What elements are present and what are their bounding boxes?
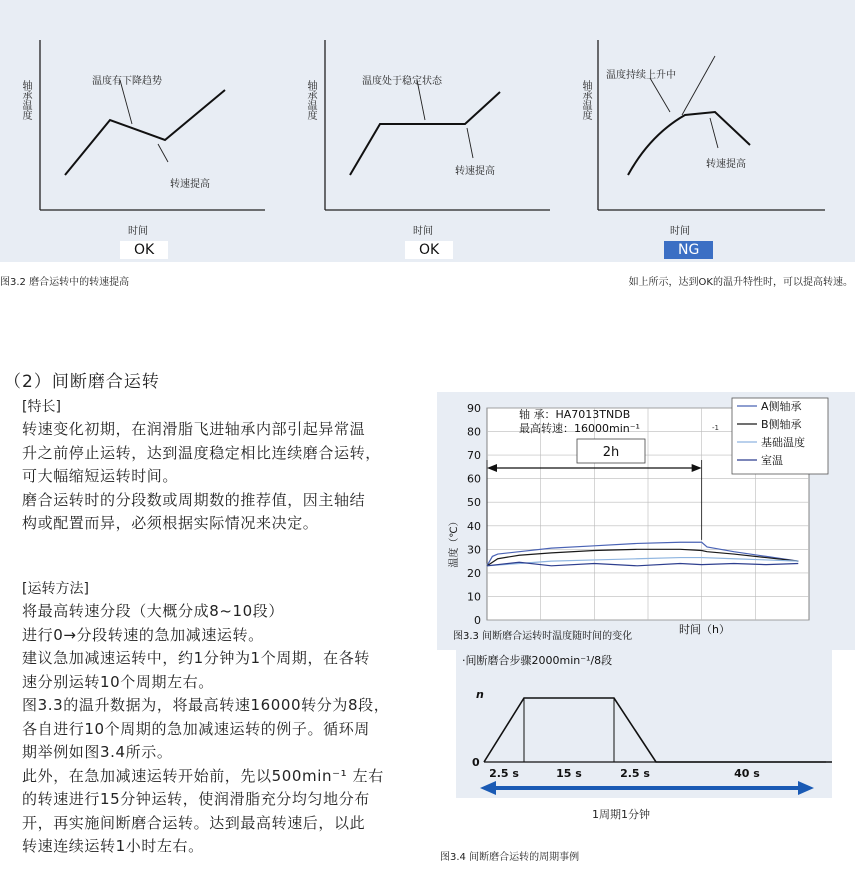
x-axis-label: 时间 [413, 226, 433, 237]
figure-3-4-caption: 图3.4 间断磨合运转的周期事例 [440, 852, 580, 863]
method-heading: [运转方法] [22, 581, 89, 597]
segment-label: 2.5 s [620, 767, 650, 780]
text-line: 各自进行10个周期的急加减速运转的例子。循环周 [22, 719, 370, 738]
annotation-arrow-2 [467, 128, 473, 158]
y-tick-label: 90 [467, 402, 481, 415]
x-axis-title: 时间（h） [679, 623, 730, 636]
segment-labels [489, 767, 760, 780]
y-tick-label: 30 [467, 543, 481, 557]
feature-paragraph [22, 418, 422, 536]
text-line: 转速变化初期，在润滑脂飞进轴承内部引起异常温 [22, 420, 366, 438]
annotation-label-2: 转速提高 [170, 179, 210, 190]
y-axis-label: 轴承温度 [580, 80, 591, 120]
legend-entry: A侧轴承 [761, 400, 802, 413]
y-origin-label: 0 [472, 756, 480, 769]
text-line: 构或配置而异，必须根据实际情况来决定。 [22, 514, 319, 532]
span-label: 2h [602, 445, 620, 460]
y-axis-n-label: n [476, 688, 484, 701]
y-axis-label: 轴承温度 [305, 80, 316, 120]
text-line: 进行0→分段转速的急加减速运转。 [22, 625, 264, 644]
segment-label: 2.5 s [489, 767, 519, 780]
text-line: 此外，在急加减速运转开始前，先以500min⁻¹ 左右 [22, 766, 384, 785]
y-tick-label: 60 [467, 472, 481, 486]
y-tick-label: 40 [467, 519, 481, 533]
x-axis-label: 时间 [670, 226, 690, 237]
verdict-badge-ng: NG [664, 241, 713, 259]
figure-3-4-chart [456, 650, 832, 800]
text-line: 开，再实施间断磨合运转。达到最高转速后，以此 [22, 813, 366, 832]
annotation-label-2: 转速提高 [455, 166, 495, 177]
y-tick-label: 50 [467, 496, 481, 510]
y-axis-title: 温度（℃） [449, 516, 460, 568]
annotation-label-1: 温度有下降趋势 [92, 76, 162, 87]
period-arrow-head-right [798, 781, 814, 795]
figure-3-2-caption: 图3.2 磨合运转中的转速提高 [0, 277, 130, 288]
text-line: 转速连续运转1小时左右。 [22, 837, 204, 855]
figure-3-2-panel-ng [570, 20, 830, 265]
annotation-arrow-2 [158, 144, 168, 162]
feature-heading: [特长] [22, 399, 61, 415]
text-line: 建议急加减速运转中，约1分钟为1个周期，在各转 [22, 649, 370, 667]
y-axis-label: 轴承温度 [20, 80, 31, 120]
y-tick-label: 80 [467, 425, 481, 439]
annotation-label-1: 温度持续上升中 [606, 70, 676, 81]
text-line: 将最高转速分段（大概分成8~10段） [22, 602, 285, 620]
legend-entry: 基础温度 [761, 436, 805, 449]
y-tick-label: 10 [467, 590, 481, 604]
panel-chart [570, 20, 830, 265]
method-paragraph [22, 600, 422, 859]
text-line: 图3.3的温升数据为，将最高转速16000转分为8段， [22, 696, 390, 714]
segment-dividers [524, 698, 614, 762]
figure-3-2-note: 如上所示，达到OK的温升特性时，可以提高转速。 [628, 277, 853, 288]
x-axis-label: 时间 [128, 226, 148, 237]
y-tick-label: 20 [467, 566, 481, 580]
section-title: （2）间断磨合运转 [4, 372, 160, 392]
annotation-arrow-long [682, 56, 715, 115]
text-line: 速分别运转10个周期左右。 [22, 672, 214, 691]
legend-entry: 室温 [761, 454, 783, 467]
stray-superscript-mark: -1 [712, 424, 719, 432]
annotation-label-2: 转速提高 [706, 159, 746, 170]
annotation-arrow-1 [650, 78, 670, 112]
step-label: ·间断磨合步骤2000min⁻¹/8段 [462, 654, 613, 667]
period-label: 1周期1分钟 [592, 808, 650, 821]
speed-profile-line [484, 698, 832, 762]
y-tick-label: 0 [474, 614, 481, 627]
legend-entry: B侧轴承 [761, 418, 802, 431]
figure-3-3-caption: 图3.3 间断磨合运转时温度随时间的变化 [453, 631, 633, 642]
bearing-info-line-2: 最高转速：16000min⁻¹ [519, 422, 640, 435]
y-tick-labels [467, 402, 481, 627]
text-line: 期举例如图3.4所示。 [22, 743, 173, 761]
text-line: 的转速进行15分钟运转，使润滑脂充分均匀地分布 [22, 790, 370, 808]
text-line: 升之前停止运转，达到温度稳定相比连续磨合运转， [22, 443, 381, 462]
bearing-info-line-1: 轴 承：HA7013TNDB [519, 408, 631, 421]
verdict-badge: OK [120, 241, 168, 259]
figure-3-3-chart [437, 392, 855, 650]
annotation-label-1: 温度处于稳定状态 [362, 76, 442, 87]
verdict-badge: OK [405, 241, 453, 259]
temperature-curve [65, 90, 225, 175]
segment-label: 15 s [556, 767, 582, 780]
period-arrow-head-left [480, 781, 496, 795]
annotation-arrow-2 [710, 118, 718, 148]
y-tick-label: 70 [467, 449, 481, 463]
segment-label: 40 s [734, 767, 760, 780]
text-line: 可大幅缩短运转时间。 [22, 467, 179, 485]
text-line: 磨合运转时的分段数或周期数的推荐值，因主轴结 [22, 490, 366, 509]
